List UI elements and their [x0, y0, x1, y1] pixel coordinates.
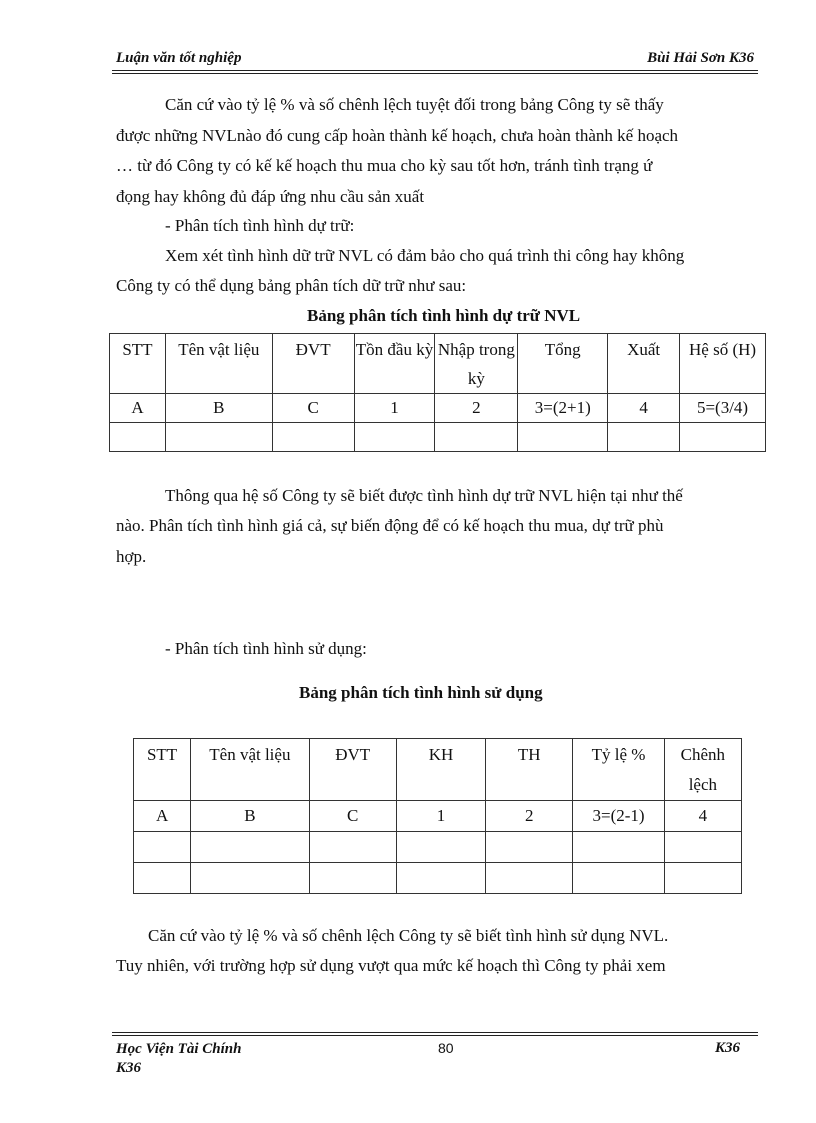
table-cell: C — [272, 394, 354, 423]
table-cell — [435, 423, 518, 452]
col-total: Tổng — [518, 334, 608, 394]
table-cell: 4 — [608, 394, 680, 423]
table-cell — [309, 863, 396, 894]
para2-line-3: hợp. — [116, 547, 147, 566]
page-number: 80 — [438, 1040, 454, 1056]
header-rule — [112, 70, 758, 71]
col-unit: ĐVT — [272, 334, 354, 394]
table-cell — [680, 423, 766, 452]
table-cell: 4 — [664, 801, 741, 832]
table-cell: 2 — [486, 801, 573, 832]
table-row — [110, 394, 766, 423]
footer-institution-name: Học Viện Tài Chính — [116, 1041, 242, 1057]
table-row — [134, 863, 742, 894]
table-cell: A — [134, 801, 191, 832]
table-cell — [396, 863, 485, 894]
intro-line-3: … từ đó Công ty có kế kế hoạch thu mua cho kỳ sau tốt hơn, tránh tình trạng ứ — [116, 156, 653, 175]
table-row — [134, 832, 742, 863]
intro-line-2: được những NVLnào đó cung cấp hoàn thành kế hoạch, chưa hoàn thành kế hoạch — [116, 126, 679, 145]
col-stt: STT — [110, 334, 166, 394]
header-rule-double — [112, 73, 758, 74]
col-imports: Nhập trong kỳ — [435, 334, 518, 394]
section-usage-heading: - Phân tích tình hình sử dụng: — [165, 639, 367, 658]
table-cell — [309, 832, 396, 863]
table-cell: B — [165, 394, 272, 423]
page-header — [112, 48, 758, 68]
table-cell: 3=(2-1) — [573, 801, 664, 832]
header-thesis-title: Luận văn tốt nghiệp — [116, 50, 242, 66]
table-cell — [573, 832, 664, 863]
section-reserve-heading: - Phân tích tình hình dự trữ: — [165, 216, 355, 235]
table-cell — [191, 863, 309, 894]
table-cell — [486, 832, 573, 863]
footer-institution — [116, 1040, 276, 1078]
table-cell: C — [309, 801, 396, 832]
para3-line-2: Tuy nhiên, với trường hợp sử dụng vượt qua mức kế hoạch thì Công ty phải xem — [116, 956, 666, 975]
col-export: Xuất — [608, 334, 680, 394]
footer-rule-double — [112, 1035, 758, 1036]
table-cell — [110, 423, 166, 452]
section-reserve-line-1: Xem xét tình hình dữ trữ NVL có đảm bảo cho quá trình thi công hay không — [165, 246, 685, 265]
table-row — [134, 801, 742, 832]
table-cell — [664, 863, 741, 894]
footer-cohort: K36 — [116, 1060, 142, 1076]
table-cell: 2 — [435, 394, 518, 423]
table-cell: 5=(3/4) — [680, 394, 766, 423]
footer-right-cohort: K36 — [714, 1040, 740, 1056]
table-cell: A — [110, 394, 166, 423]
table-header-row — [110, 334, 766, 394]
intro-line-1: Căn cứ vào tỷ lệ % và số chênh lệch tuyệt đối trong bảng Công ty sẽ thấy — [165, 95, 664, 114]
col-material-name: Tên vật liệu — [165, 334, 272, 394]
table-cell — [354, 423, 435, 452]
col-actual: TH — [486, 739, 573, 801]
col-opening-stock: Tồn đầu kỳ — [354, 334, 435, 394]
table-cell: 3=(2+1) — [518, 394, 608, 423]
reserve-analysis-table — [109, 333, 766, 452]
table-cell — [573, 863, 664, 894]
table-usage-caption: Bảng phân tích tình hình sử dụng — [299, 683, 543, 702]
col-coefficient: Hệ số (H) — [680, 334, 766, 394]
table-cell — [272, 423, 354, 452]
table-cell — [486, 863, 573, 894]
table-cell: 1 — [354, 394, 435, 423]
col-plan: KH — [396, 739, 485, 801]
table-cell — [134, 832, 191, 863]
table-cell: 1 — [396, 801, 485, 832]
para3-line-1: Căn cứ vào tỷ lệ % và số chênh lệch Công ty sẽ biết tình hình sử dụng NVL. — [148, 926, 669, 945]
table-cell — [134, 863, 191, 894]
section-reserve-line-2: Công ty có thể dụng bảng phân tích dữ trữ như sau: — [116, 276, 467, 295]
col-difference: Chênh lệch — [664, 739, 741, 801]
col-material-name: Tên vật liệu — [191, 739, 309, 801]
para2-line-1: Thông qua hệ số Công ty sẽ biết được tình hình dự trữ NVL hiện tại như thế — [165, 486, 683, 505]
col-stt: STT — [134, 739, 191, 801]
table-cell — [165, 423, 272, 452]
table-cell — [664, 832, 741, 863]
table-cell — [396, 832, 485, 863]
table-cell — [518, 423, 608, 452]
col-unit: ĐVT — [309, 739, 396, 801]
table-cell: B — [191, 801, 309, 832]
table-header-row — [134, 739, 742, 801]
table-reserve-caption: Bảng phân tích tình hình dự trữ NVL — [307, 306, 581, 325]
intro-line-4: đọng hay không đủ đáp ứng nhu cầu sản xuất — [116, 187, 425, 206]
para2-line-2: nào. Phân tích tình hình giá cả, sự biến động để có kế hoạch thu mua, dự trữ phù — [116, 516, 664, 535]
table-cell — [191, 832, 309, 863]
usage-analysis-table — [133, 738, 742, 894]
footer-rule — [112, 1032, 758, 1033]
col-ratio: Tỷ lệ % — [573, 739, 664, 801]
header-author: Bùi Hải Sơn K36 — [647, 50, 754, 66]
table-row — [110, 423, 766, 452]
table-cell — [608, 423, 680, 452]
